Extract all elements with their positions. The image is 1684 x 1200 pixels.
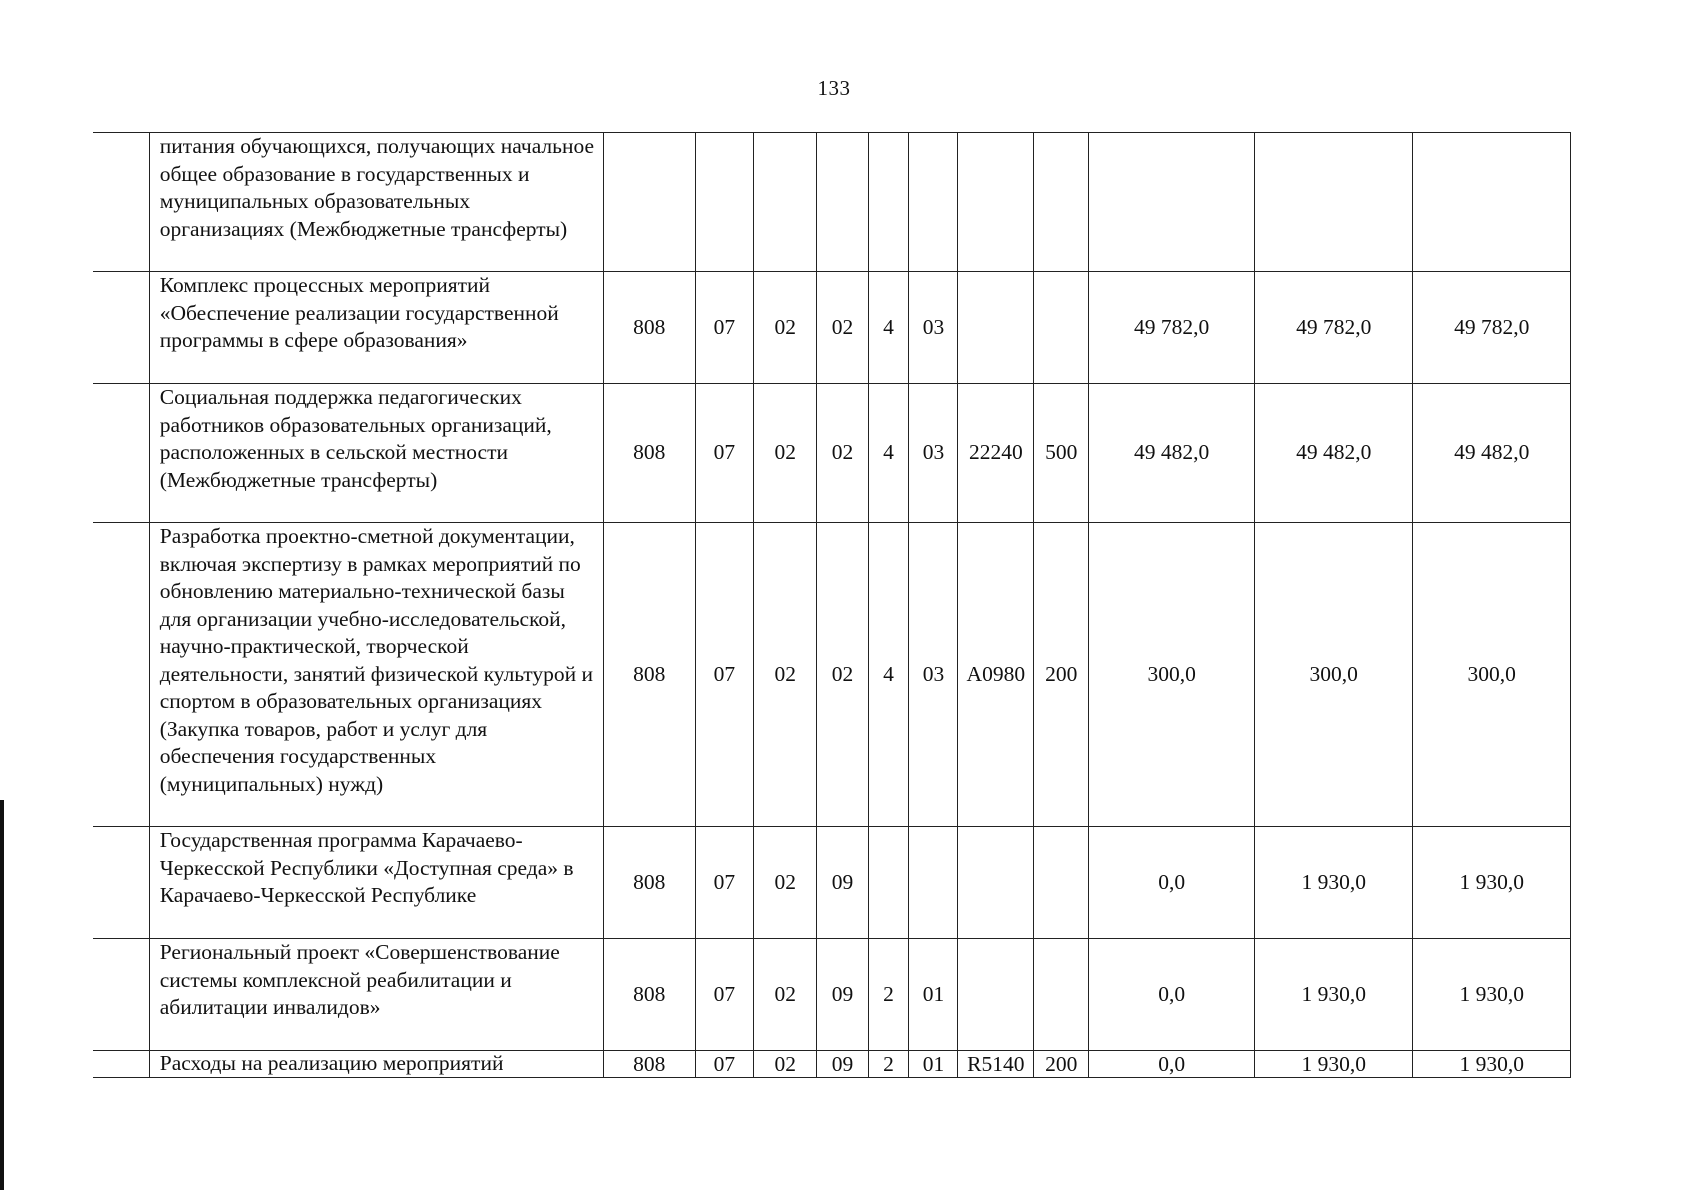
- scan-edge-mark: [0, 800, 4, 1190]
- row-number-cell: [93, 384, 149, 523]
- ved-cell: 808: [603, 1051, 695, 1078]
- amount-year2-cell: [1254, 133, 1412, 272]
- direction-code-cell: [958, 133, 1034, 272]
- amount-year2-cell: 1 930,0: [1254, 1051, 1412, 1078]
- amount-year1-cell: 0,0: [1089, 1051, 1255, 1078]
- row-name-cell: питания обучающихся, получающих начальное общее образование в государственных и муниципальных образовательных организациях (Межбюджетные трансферты): [149, 133, 603, 272]
- amount-year2-cell: 1 930,0: [1254, 827, 1412, 939]
- table-row: [93, 272, 1571, 384]
- element-code-cell: [909, 133, 958, 272]
- expense-type-cell: [1034, 939, 1089, 1051]
- program-code-cell: 09: [817, 827, 868, 939]
- program-code-cell: 09: [817, 939, 868, 1051]
- element-code-cell: 03: [909, 523, 958, 827]
- type-code-cell: 4: [868, 384, 909, 523]
- program-code-cell: 09: [817, 1051, 868, 1078]
- row-name-cell: Расходы на реализацию мероприятий: [149, 1051, 603, 1078]
- amount-year1-cell: [1089, 133, 1255, 272]
- ved-cell: 808: [603, 272, 695, 384]
- type-code-cell: 4: [868, 523, 909, 827]
- table-row: [93, 1051, 1571, 1078]
- podrazdel-cell: [754, 133, 817, 272]
- row-number-cell: [93, 939, 149, 1051]
- amount-year3-cell: 1 930,0: [1413, 1051, 1571, 1078]
- expense-type-cell: [1034, 272, 1089, 384]
- direction-code-cell: R5140: [958, 1051, 1034, 1078]
- row-number-cell: [93, 523, 149, 827]
- razdel-cell: [695, 133, 753, 272]
- row-name-cell: Региональный проект «Совершенствование системы комплексной реабилитации и абилитации инвалидов»: [149, 939, 603, 1051]
- podrazdel-cell: 02: [754, 523, 817, 827]
- amount-year1-cell: 49 782,0: [1089, 272, 1255, 384]
- amount-year3-cell: [1413, 133, 1571, 272]
- type-code-cell: 2: [868, 1051, 909, 1078]
- amount-year1-cell: 300,0: [1089, 523, 1255, 827]
- amount-year3-cell: 1 930,0: [1413, 827, 1571, 939]
- direction-code-cell: [958, 827, 1034, 939]
- amount-year3-cell: 49 782,0: [1413, 272, 1571, 384]
- row-name-cell: Комплекс процессных мероприятий «Обеспечение реализации государственной программы в сфере образования»: [149, 272, 603, 384]
- ved-cell: 808: [603, 939, 695, 1051]
- row-number-cell: [93, 1051, 149, 1078]
- table-row: [93, 827, 1571, 939]
- podrazdel-cell: 02: [754, 939, 817, 1051]
- program-code-cell: 02: [817, 272, 868, 384]
- element-code-cell: 01: [909, 1051, 958, 1078]
- razdel-cell: 07: [695, 1051, 753, 1078]
- direction-code-cell: А0980: [958, 523, 1034, 827]
- amount-year3-cell: 300,0: [1413, 523, 1571, 827]
- expense-type-cell: [1034, 827, 1089, 939]
- direction-code-cell: [958, 272, 1034, 384]
- ved-cell: 808: [603, 827, 695, 939]
- expense-type-cell: [1034, 133, 1089, 272]
- expense-type-cell: 200: [1034, 523, 1089, 827]
- ved-cell: 808: [603, 384, 695, 523]
- element-code-cell: 01: [909, 939, 958, 1051]
- razdel-cell: 07: [695, 939, 753, 1051]
- amount-year3-cell: 49 482,0: [1413, 384, 1571, 523]
- element-code-cell: [909, 827, 958, 939]
- razdel-cell: 07: [695, 272, 753, 384]
- program-code-cell: [817, 133, 868, 272]
- page-number: 133: [817, 76, 851, 100]
- table-row: [93, 133, 1571, 272]
- row-number-cell: [93, 133, 149, 272]
- razdel-cell: 07: [695, 384, 753, 523]
- type-code-cell: [868, 827, 909, 939]
- podrazdel-cell: 02: [754, 384, 817, 523]
- type-code-cell: [868, 133, 909, 272]
- row-number-cell: [93, 827, 149, 939]
- program-code-cell: 02: [817, 523, 868, 827]
- expense-type-cell: 500: [1034, 384, 1089, 523]
- row-name-cell: Социальная поддержка педагогических работников образовательных организаций, расположенных в сельской местности (Межбюджетные трансферты): [149, 384, 603, 523]
- amount-year2-cell: 1 930,0: [1254, 939, 1412, 1051]
- ved-cell: 808: [603, 523, 695, 827]
- direction-code-cell: 22240: [958, 384, 1034, 523]
- podrazdel-cell: 02: [754, 1051, 817, 1078]
- direction-code-cell: [958, 939, 1034, 1051]
- amount-year1-cell: 0,0: [1089, 827, 1255, 939]
- razdel-cell: 07: [695, 523, 753, 827]
- type-code-cell: 2: [868, 939, 909, 1051]
- amount-year2-cell: 49 782,0: [1254, 272, 1412, 384]
- table-row: [93, 523, 1571, 827]
- row-name-cell: Государственная программа Карачаево-Черкесской Республики «Доступная среда» в Карачаево-Черкесской Республике: [149, 827, 603, 939]
- expense-type-cell: 200: [1034, 1051, 1089, 1078]
- program-code-cell: 02: [817, 384, 868, 523]
- amount-year2-cell: 300,0: [1254, 523, 1412, 827]
- row-number-cell: [93, 272, 149, 384]
- podrazdel-cell: 02: [754, 272, 817, 384]
- element-code-cell: 03: [909, 384, 958, 523]
- table-row: [93, 939, 1571, 1051]
- ved-cell: [603, 133, 695, 272]
- budget-table: [93, 132, 1571, 1078]
- razdel-cell: 07: [695, 827, 753, 939]
- amount-year1-cell: 0,0: [1089, 939, 1255, 1051]
- podrazdel-cell: 02: [754, 827, 817, 939]
- amount-year3-cell: 1 930,0: [1413, 939, 1571, 1051]
- amount-year2-cell: 49 482,0: [1254, 384, 1412, 523]
- type-code-cell: 4: [868, 272, 909, 384]
- amount-year1-cell: 49 482,0: [1089, 384, 1255, 523]
- table-row: [93, 384, 1571, 523]
- row-name-cell: Разработка проектно-сметной документации, включая экспертизу в рамках мероприятий по обновлению материально-технической базы для организации учебно-исследовательской, научно-практической, творческой деятельности, занятий физической культурой и спортом в образовательных организациях (Закупка товаров, работ и услуг для обеспечения государственных (муниципальных) нужд): [149, 523, 603, 827]
- element-code-cell: 03: [909, 272, 958, 384]
